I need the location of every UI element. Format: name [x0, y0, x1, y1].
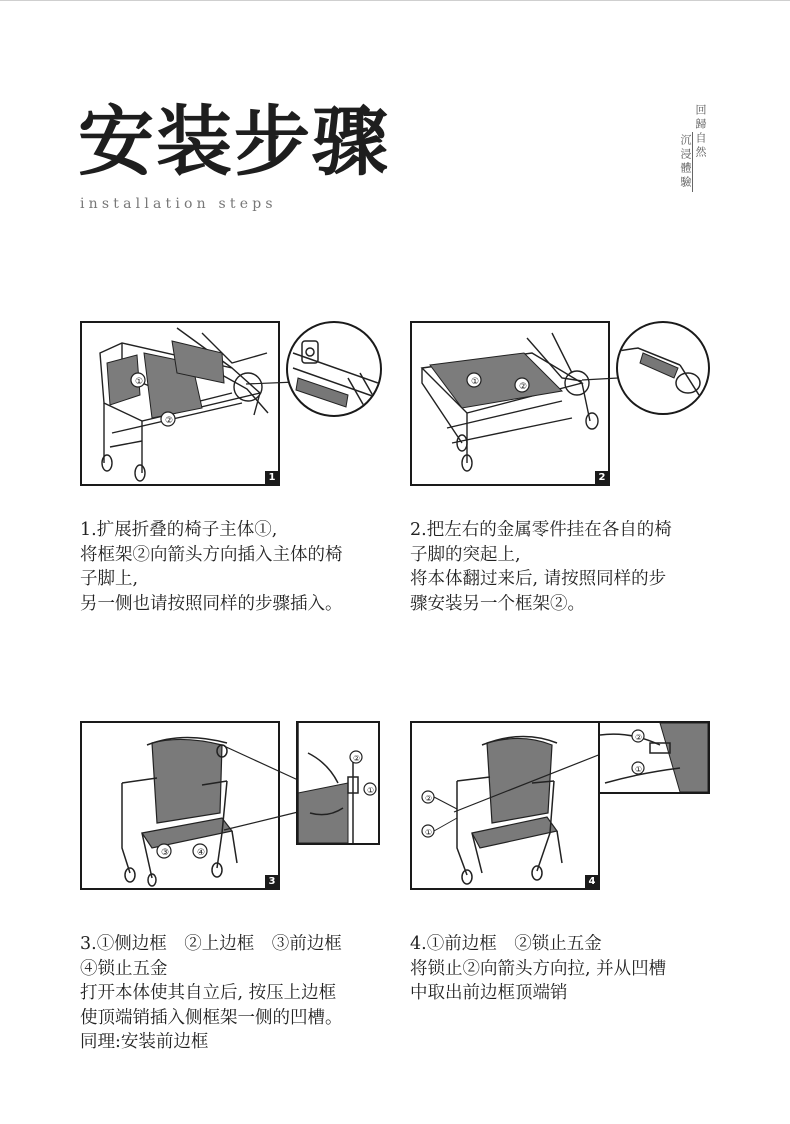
step-2-illustration — [410, 321, 610, 486]
step-4-line-3: 中取出前边框顶端销 — [410, 983, 568, 1003]
step-2-line-1: 2.把左右的金属零件挂在各自的椅 — [410, 520, 672, 540]
step-number-badge: 1 — [265, 471, 279, 485]
step-3-detail-inset — [296, 721, 380, 845]
step-3-line-2: ④锁止五金 — [80, 958, 168, 979]
chair-frame-drawing — [412, 323, 608, 484]
step-3-line-5: 同理:安装前边框 — [80, 1032, 209, 1052]
step-1-line-3: 子脚上, — [80, 569, 139, 589]
step-4-detail-inset — [598, 721, 710, 794]
chair-frame-drawing — [82, 323, 278, 484]
callout-3: ③ — [161, 848, 170, 858]
zoom-leader-line — [450, 740, 610, 820]
step-2-line-3: 将本体翻过来后, 请按照同样的步 — [410, 569, 667, 589]
step-4-line-1: 4.①前边框 ②锁止五金 — [410, 934, 602, 954]
callout-1: ① — [425, 828, 433, 837]
top-rule — [0, 0, 790, 1]
step-1-line-4: 另一侧也请按照同样的步骤插入。 — [80, 593, 343, 614]
step-1-text — [80, 518, 343, 616]
callout-2: ② — [353, 754, 361, 763]
step-1-detail-zoom — [286, 321, 382, 417]
step-3-line-1: 3.①侧边框 ②上边框 ③前边框 — [80, 934, 342, 954]
step-2-detail-zoom — [616, 321, 710, 415]
callout-4: ④ — [197, 848, 206, 858]
step-3-line-3: 打开本体使其自立后, 按压上边框 — [80, 983, 337, 1003]
step-2-text — [410, 518, 672, 616]
page-title: 安装步骤 — [78, 97, 390, 186]
step-number-badge: 3 — [265, 875, 279, 889]
step-number-badge: 4 — [585, 875, 599, 889]
zoom-leader-line — [580, 370, 620, 390]
page-subtitle: installation steps — [80, 196, 277, 212]
step-3-text — [80, 932, 343, 1055]
step-3-line-4: 使顶端销插入侧框架一侧的凹槽。 — [80, 1007, 343, 1028]
step-2-line-2: 子脚的突起上, — [410, 544, 521, 565]
callout-1: ① — [471, 377, 480, 387]
vertical-slogan-2: 沉浸體驗 — [679, 134, 692, 190]
vertical-slogan-1: 回歸自然 — [694, 104, 707, 160]
zoom-leader-lines — [220, 740, 300, 840]
callout-1: ① — [635, 765, 643, 774]
step-1-illustration — [80, 321, 280, 486]
step-4-line-2: 将锁止②向箭头方向拉, 并从凹槽 — [410, 958, 667, 979]
callout-1: ① — [135, 377, 144, 387]
vertical-divider — [692, 132, 693, 192]
callout-2: ② — [165, 416, 174, 426]
callout-2: ② — [519, 382, 528, 392]
step-number-badge: 2 — [595, 471, 609, 485]
callout-2: ② — [635, 733, 643, 742]
callout-2: ② — [425, 794, 433, 803]
callout-1: ① — [367, 786, 375, 795]
step-4-text — [410, 932, 666, 1006]
step-1-line-2: 将框架②向箭头方向插入主体的椅 — [80, 544, 343, 565]
step-1-line-1: 1.扩展折叠的椅子主体①, — [80, 520, 278, 540]
step-2-line-4: 骤安装另一个框架②。 — [410, 593, 585, 614]
